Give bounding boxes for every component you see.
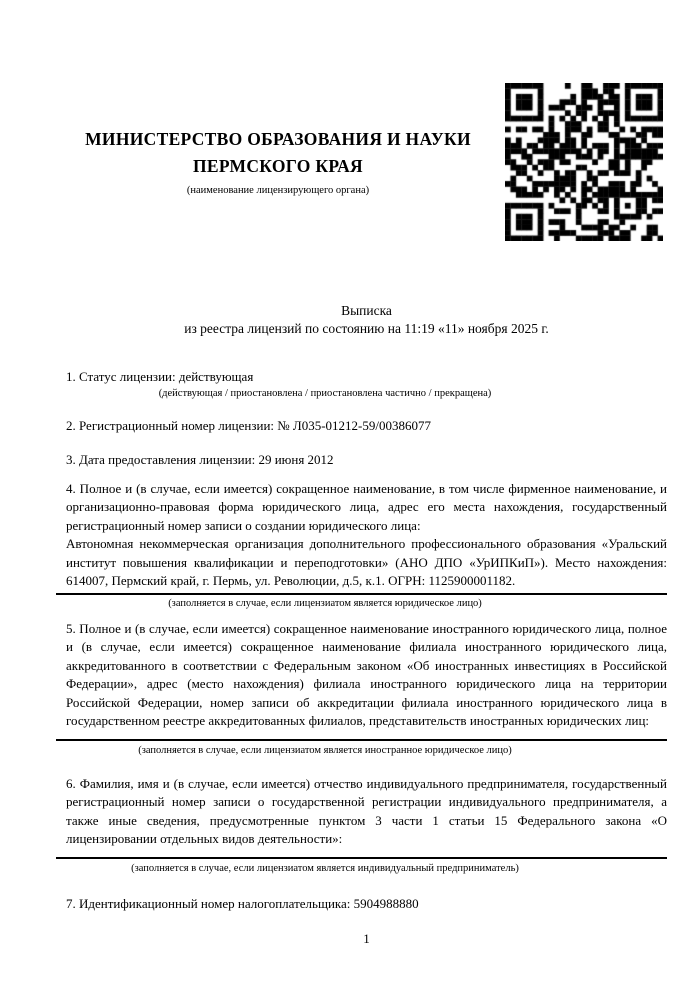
item-6-divider-rule [56, 857, 667, 859]
item-4-legal-entity-question [66, 480, 667, 536]
item-6-question-line: регистрационный номер записи о государственной регистрации индивидуального предпринимателя, а [66, 794, 667, 809]
item-6-fill-caption: (заполняется в случае, если лицензиатом является индивидуальный предприниматель) [131, 862, 519, 874]
qr-code-icon [505, 83, 663, 241]
page-number: 1 [363, 931, 370, 946]
item-5-fill-caption: (заполняется в случае, если лицензиатом является иностранное юридическое лицо) [138, 744, 512, 756]
item-4-divider-rule [56, 593, 667, 595]
item-5-question-line: государственном реестре аккредитованных филиалов, представительств иностранных юридических лиц: [66, 713, 650, 728]
item-1-license-status: 1. Статус лицензии: действующая [66, 369, 254, 384]
document-title-line1: Выписка [341, 303, 392, 318]
item-4-answer-line: институт повышения квалификации и переподготовки» (АНО ДПО «УрИПКиП»). Место нахождения: [66, 554, 667, 570]
item-5-question-line: аккредитованного в соответствии с Федеральным законом «Об иностранных инвестициях в Российской [66, 657, 667, 673]
item-7-taxpayer-number: 7. Идентификационный номер налогоплательщика: 5904988880 [66, 895, 419, 911]
item-6-question-line: также иные сведения, предусмотренные пунктом 3 части 1 статьи 15 Федерального закона «О [66, 812, 667, 828]
item-6-entrepreneur-question [66, 775, 667, 849]
item-6-question-line: 6. Фамилия, имя и (в случае, если имеется) отчество индивидуального предпринимателя, государственный [66, 775, 667, 791]
item-4-answer-line: Автономная некоммерческая организация дополнительного профессионального образования «Уральский [66, 536, 667, 551]
item-3-grant-date: 3. Дата предоставления лицензии: 29 июня 2012 [66, 451, 334, 467]
item-4-question-line: 4. Полное и (в случае, если имеется) сокращенное наименование, в том числе фирменное наименование, и [66, 480, 667, 496]
document-title [66, 302, 667, 338]
item-1-status-options-caption: (действующая / приостановлена / приостановлена частично / прекращена) [158, 387, 492, 399]
item-4-question-line: организационно-правовая форма юридического лица, адрес его места нахождения, государственный [66, 499, 667, 514]
item-4-question-line: регистрационный номер записи о создании юридического лица: [66, 517, 421, 533]
item-5-question-line: Федерации», адрес (место нахождения) филиала иностранного юридического лица на территории [66, 676, 667, 691]
document-title-line2: из реестра лицензий по состоянию на 11:19 «11» ноября 2025 г. [184, 321, 549, 336]
ministry-name [66, 126, 490, 180]
item-5-divider-rule [56, 739, 667, 741]
item-4-answer-line: 614007, Пермский край, г. Пермь, ул. Революции, д.5, к.1. ОГРН: 1125900001182. [66, 573, 516, 588]
ministry-name-line2: ПЕРМСКОГО КРАЯ [193, 156, 363, 176]
item-4-fill-caption: (заполняется в случае, если лицензиатом является юридическое лицо) [168, 597, 482, 609]
ministry-name-line1: МИНИСТЕРСТВО ОБРАЗОВАНИЯ И НАУКИ [85, 129, 471, 149]
item-2-registration-number: 2. Регистрационный номер лицензии: № Л035-01212-59/00386077 [66, 417, 432, 433]
item-5-question-line: 5. Полное и (в случае, если имеется) сокращенное наименование иностранного юридического лица, полное [66, 620, 667, 636]
item-5-foreign-entity-question [66, 620, 667, 731]
item-6-question-line: лицензировании отдельных видов деятельности»: [66, 831, 343, 846]
item-5-question-line: Российской Федерации, номер записи об аккредитации филиала иностранного юридического лица в [66, 694, 667, 710]
item-5-question-line: и (в случае, если имеется) сокращенное наименование филиала иностранного юридического лица, [66, 639, 667, 654]
ministry-caption: (наименование лицензирующего органа) [186, 185, 370, 196]
item-4-legal-entity-answer [66, 535, 667, 591]
